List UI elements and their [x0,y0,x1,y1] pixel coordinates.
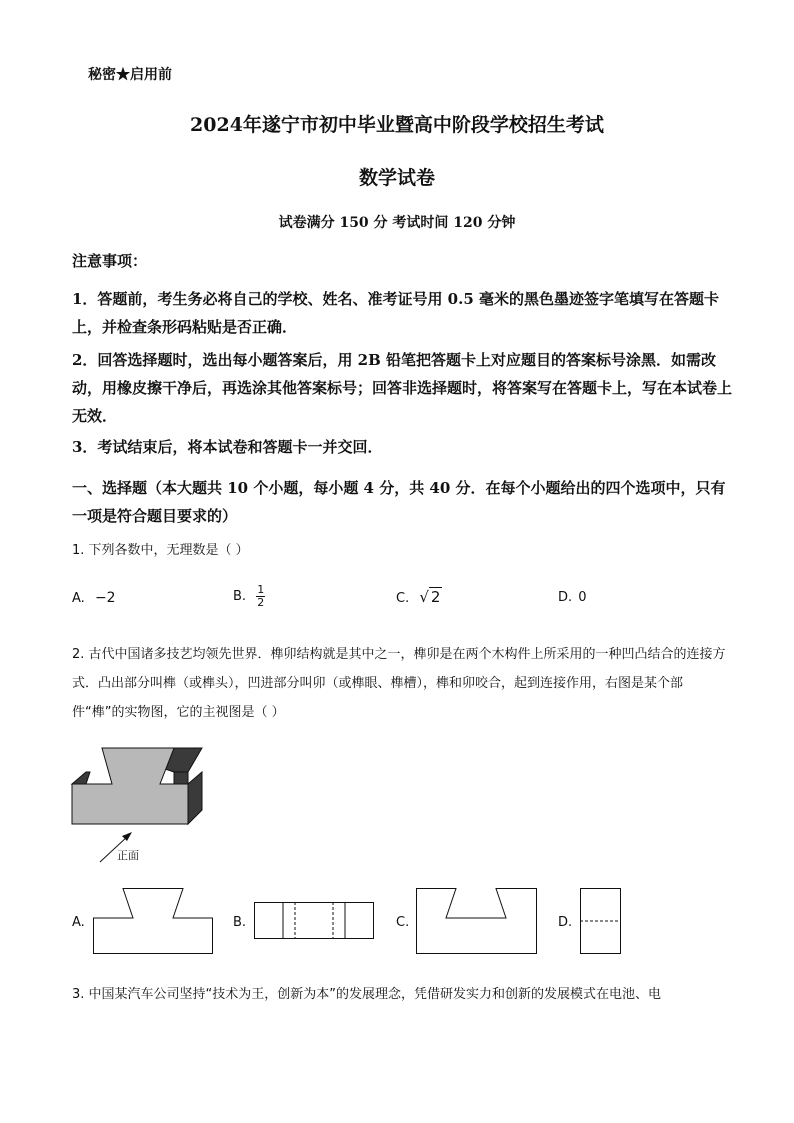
q1-option-a [72,590,116,606]
front-label: 正面 [117,849,139,862]
q1-option-d-label: D. [558,590,573,605]
note-item-1: 1．答题前，考生务必将自己的学校、姓名、准考证号用 0.5 毫米的黑色墨迹签字笔填写在答题卡上，并检查条形码粘贴是否正确． [72,290,719,336]
note-item-2: 2．回答选择题时，选出每小题答案后，用 2B 铅笔把答题卡上对应题目的答案标号涂黑．如需改动，用橡皮擦干净后，再选涂其他答案标号；回答非选择题时，将答案写在答题卡上，写在本试卷上无效． [72,351,733,425]
fraction-denominator: 2 [257,596,265,609]
q2-option-d-label: D. [558,915,573,930]
block-left-top-dark [72,772,90,784]
sqrt-radicand: 2 [430,588,441,606]
section-heading: 一、选择题（本大题共 10 个小题，每小题 4 分，共 40 分．在每个小题给出的四个选项中，只有一项是符合题目要求的） [72,479,726,525]
q1-option-c-sqrt [419,588,442,606]
notes-heading: 注意事项： [72,252,148,270]
sqrt-sign: √ [419,588,429,606]
exam-subject: 数学试卷 [358,167,435,189]
q1-option-b-fraction [256,584,265,609]
q1-option-b-label: B. [233,589,247,604]
block-right-dark [188,772,202,824]
option-b-outline [255,903,374,939]
question-3-stem: 3. 中国某汽车公司坚持“技术为王，创新为本”的发展理念，凭借研发实力和创新的发展模式在电池、电 [72,987,662,1002]
q2-option-b-figure [254,902,376,942]
q2-option-c-label: C. [396,915,410,930]
q1-option-d [558,590,587,605]
q2-option-d-figure [580,888,624,956]
secret-mark: 秘密★启用前 [88,67,172,83]
question-1-stem: 1. 下列各数中，无理数是（ ） [72,543,249,558]
option-a-outline [94,889,213,954]
fraction-numerator: 1 [257,583,265,596]
exam-title: 2024年遂宁市初中毕业暨高中阶段学校招生考试 [190,114,604,136]
exam-info: 试卷满分 150 分 考试时间 120 分钟 [278,215,516,231]
q1-option-c [396,588,442,606]
question-2-stem: 2. 古代中国诸多技艺均领先世界．榫卯结构就是其中之一，榫卯是在两个木构件上所采用的一种凹凸结合的连接方式．凸出部分叫榫（或榫头），凹进部分叫卯（或榫眼、榫槽），榫和卯咬合，起到连接作用，右图是某个部件“榫”的实物图，它的主视图是（ ） [72,647,726,720]
q1-option-b [233,584,265,609]
tenon-3d-figure [60,740,220,870]
q1-option-a-label: A. [72,591,85,606]
q1-option-c-label: C. [396,591,410,606]
q2-option-b-label: B. [233,915,247,930]
q1-option-d-value: 0 [578,590,587,605]
q2-option-a-label: A. [72,915,85,930]
q1-option-a-value: −2 [94,590,116,606]
q2-option-a-figure [93,888,215,956]
option-c-outline [417,889,537,954]
note-item-3: 3．考试结束后，将本试卷和答题卡一并交回． [72,438,383,456]
tenon-right-step-dark [174,772,188,784]
q2-option-c-figure [416,888,540,956]
